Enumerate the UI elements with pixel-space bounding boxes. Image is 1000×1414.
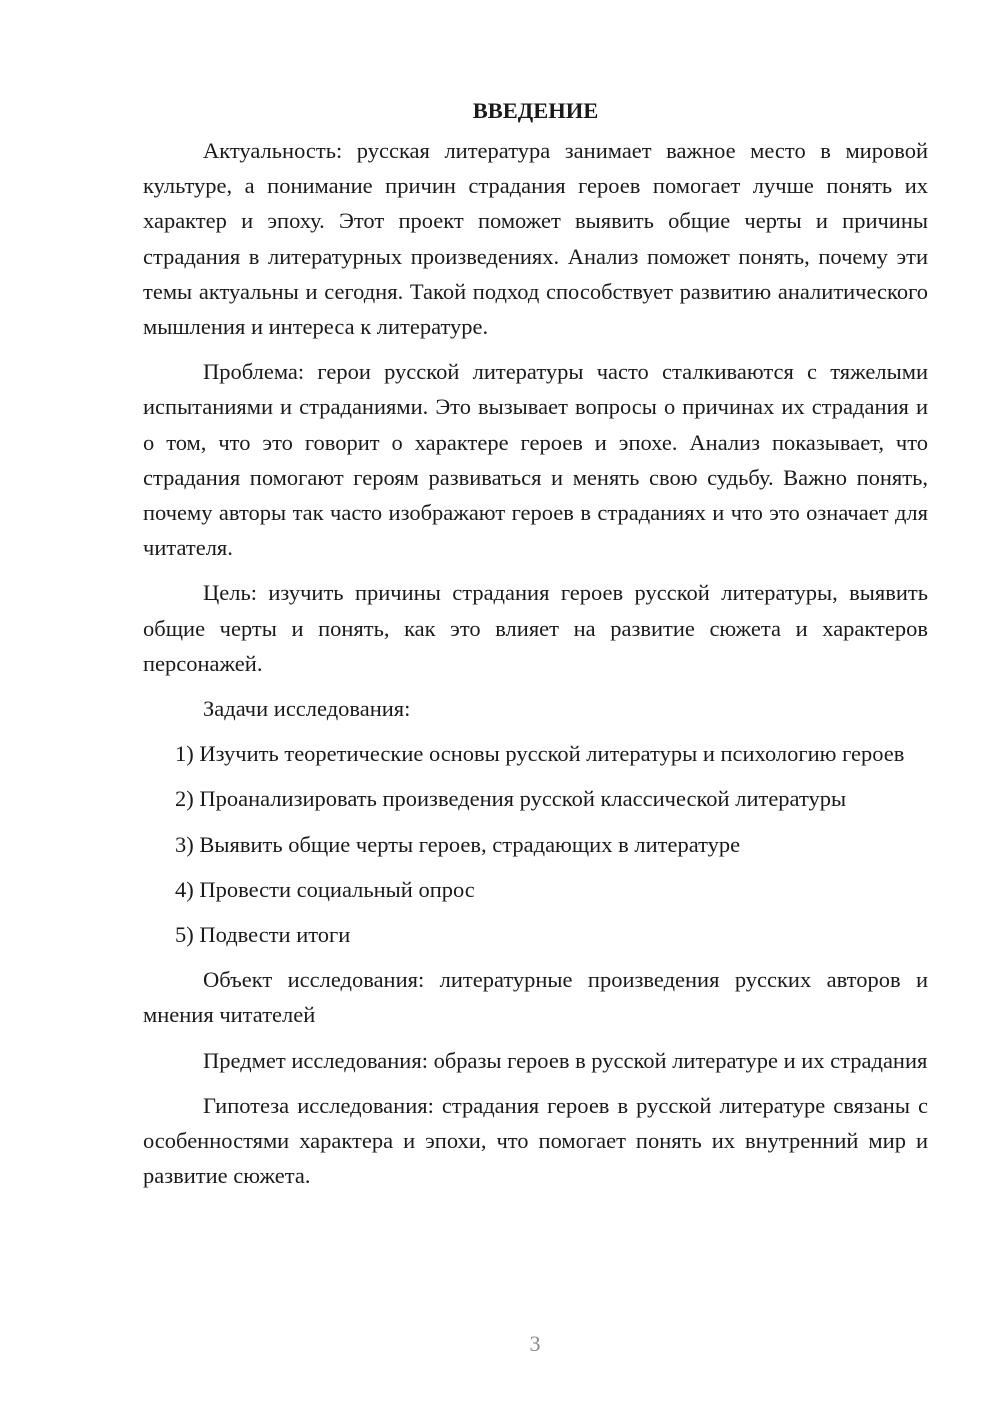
goal-paragraph: Цель: изучить причины страдания героев русской литературы, выявить общие черты и понять, как это влияет на развитие сюжета и характеров персонажей. — [143, 580, 928, 676]
task-item: 5) Подвести итоги — [175, 922, 351, 948]
page-content — [143, 93, 928, 1203]
object-paragraph: Объект исследования: литературные произведения русских авторов и мнения читателей — [143, 967, 928, 1028]
task-item: 3) Выявить общие черты героев, страдающих в литературе — [175, 831, 741, 857]
task-item: 1) Изучить теоретические основы русской литературы и психологию героев — [175, 741, 905, 767]
problem-paragraph: Проблема: герои русской литературы часто сталкиваются с тяжелыми испытаниями и страданиями. Это вызывает вопросы о причинах их страдания и о том, что это говорит о характере героев и эпохе. Анализ показывает, что страдания помогают героям развиваться и менять свою судьбу. Важно понять, почему авторы так часто изображают героев в страданиях и что это означает для читателя. — [143, 359, 928, 561]
hypothesis-paragraph: Гипотеза исследования: страдания героев в русской литературе связаны с особенностями характера и эпохи, что помогает понять их внутренний мир и развитие сюжета. — [143, 1092, 928, 1189]
task-item: 2) Проанализировать произведения русской классической литературы — [175, 786, 847, 812]
tasks-heading: Задачи исследования: — [203, 696, 411, 722]
relevance-paragraph: Актуальность: русская литература занимает важное место в мировой культуре, а понимание причин страдания героев помогает лучше понять их характер и эпоху. Этот проект поможет выявить общие черты и причины страдания в литературных произведениях. Анализ поможет понять, почему эти темы актуальны и сегодня. Такой подход способствует развитию аналитического мышления и интереса к литературе. — [143, 138, 928, 340]
task-item: 4) Провести социальный опрос — [175, 876, 475, 902]
page-title: ВВЕДЕНИЕ — [472, 98, 599, 123]
page-number: 3 — [529, 1331, 541, 1356]
subject-paragraph: Предмет исследования: образы героев в русской литературе и их страдания — [203, 1047, 928, 1073]
